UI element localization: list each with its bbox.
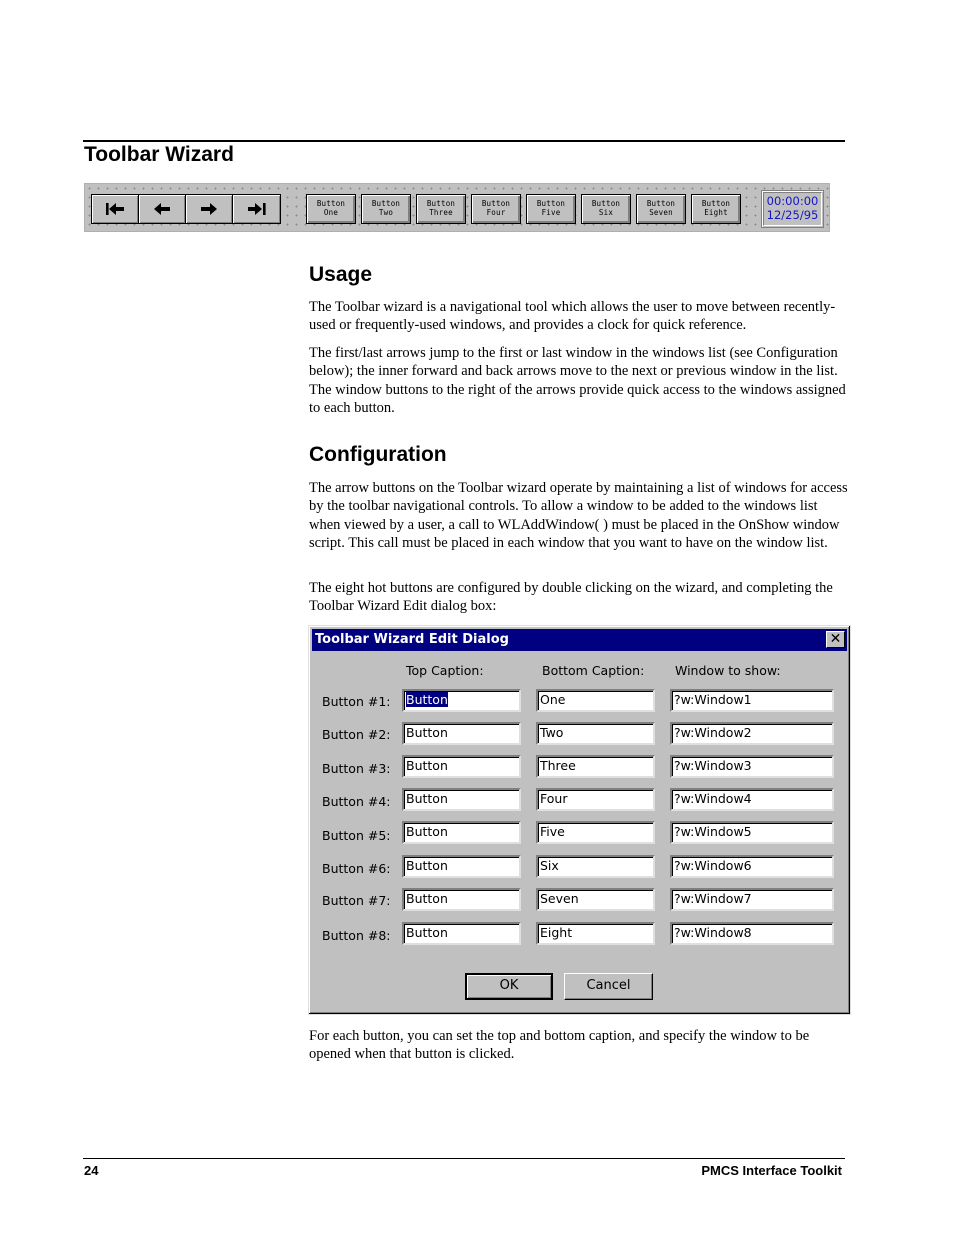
top-caption-input-1[interactable] xyxy=(402,689,521,712)
toolbar-button-2[interactable] xyxy=(361,194,411,224)
window-input-1[interactable] xyxy=(670,689,834,712)
previous-window-button[interactable] xyxy=(139,195,186,223)
last-window-button[interactable] xyxy=(233,195,280,223)
toolbar-wizard-edit-dialog xyxy=(308,625,851,1015)
row-label: Button #4: xyxy=(322,794,391,809)
header-rule xyxy=(83,140,845,142)
column-header-top-caption: Top Caption: xyxy=(406,663,484,678)
row-label: Button #5: xyxy=(322,828,391,843)
field-value: Two xyxy=(540,725,564,740)
field-value: Button xyxy=(406,891,448,906)
footer-page-number: 24 xyxy=(84,1163,99,1178)
cancel-button[interactable]: Cancel xyxy=(564,973,653,1000)
dialog-titlebar xyxy=(312,629,847,651)
toolbar-button-bottom: Two xyxy=(378,207,394,217)
usage-heading: Usage xyxy=(309,263,373,286)
toolbar-button-1[interactable] xyxy=(306,194,356,224)
field-value: Button xyxy=(406,725,448,740)
toolbar-button-bottom: One xyxy=(323,207,339,217)
top-caption-input-5[interactable] xyxy=(402,821,521,844)
configuration-paragraph-2: The eight hot buttons are configured by double clicking on the wizard, and completing the Toolbar Wizard Edit dialog box: xyxy=(309,580,833,615)
toolbar-button-bottom: Five xyxy=(541,207,561,217)
row-label: Button #6: xyxy=(322,861,391,876)
field-value: ?w:Window6 xyxy=(674,858,752,873)
configuration-paragraph-1: The arrow buttons on the Toolbar wizard operate by maintaining a list of windows for access by the toolbar navigational controls. To allow a window to be added to the windows list when viewed by a user, a call to WLAddWindow( ) must be placed in the OnShow window script. This call must be placed in each window that you want to have on the window list. xyxy=(309,480,848,552)
bottom-caption-input-7[interactable] xyxy=(536,888,655,911)
footer-rule xyxy=(83,1158,845,1159)
window-input-4[interactable] xyxy=(670,788,834,811)
bottom-caption-input-3[interactable] xyxy=(536,755,655,778)
field-value: ?w:Window4 xyxy=(674,791,752,806)
bottom-caption-input-2[interactable] xyxy=(536,722,655,745)
toolbar-button-top: Button xyxy=(591,199,621,208)
configuration-heading: Configuration xyxy=(309,443,447,466)
field-value: Button xyxy=(406,858,448,873)
column-header-window: Window to show: xyxy=(675,663,781,678)
field-value: Button xyxy=(406,791,448,806)
previous-window-icon xyxy=(151,200,173,218)
last-window-icon xyxy=(246,200,268,218)
field-value: Button xyxy=(406,692,448,707)
row-label: Button #2: xyxy=(322,727,391,742)
next-window-icon xyxy=(198,200,220,218)
row-label: Button #8: xyxy=(322,928,391,943)
bottom-caption-input-6[interactable] xyxy=(536,855,655,878)
window-input-8[interactable] xyxy=(670,922,834,945)
field-value: ?w:Window1 xyxy=(674,692,752,707)
footer-title: PMCS Interface Toolkit xyxy=(701,1163,842,1178)
toolbar-button-top: Button xyxy=(316,199,346,208)
toolbar-clock xyxy=(761,190,824,228)
row-label: Button #1: xyxy=(322,694,391,709)
toolbar-button-bottom: Six xyxy=(598,207,614,217)
toolbar-button-bottom: Eight xyxy=(704,207,728,217)
field-value: ?w:Window2 xyxy=(674,725,752,740)
field-value: Six xyxy=(540,858,559,873)
field-value: ?w:Window3 xyxy=(674,758,752,773)
top-caption-input-6[interactable] xyxy=(402,855,521,878)
toolbar-button-bottom: Seven xyxy=(649,207,673,217)
toolbar-button-3[interactable] xyxy=(416,194,466,224)
bottom-caption-input-8[interactable] xyxy=(536,922,655,945)
field-value: ?w:Window8 xyxy=(674,925,752,940)
toolbar-button-6[interactable] xyxy=(581,194,631,224)
field-value: ?w:Window5 xyxy=(674,824,752,839)
window-input-2[interactable] xyxy=(670,722,834,745)
clock-date: 12/25/95 xyxy=(766,208,819,222)
toolbar-wizard xyxy=(84,183,830,232)
toolbar-button-top: Button xyxy=(536,199,566,208)
field-value: Five xyxy=(540,824,565,839)
top-caption-input-4[interactable] xyxy=(402,788,521,811)
clock-time: 00:00:00 xyxy=(766,194,819,208)
usage-paragraph-1: The Toolbar wizard is a navigational tool which allows the user to move between recently-used or frequently-used windows, and provides a clock for quick reference. xyxy=(309,299,836,334)
usage-paragraph-2: The first/last arrows jump to the first or last window in the windows list (see Configuration below); the inner forward and back arrows move to the next or previous window in the list. The window buttons to the right of the arrows provide quick access to the windows assigned to each button. xyxy=(309,345,846,417)
toolbar-button-top: Button xyxy=(646,199,676,208)
field-value: Three xyxy=(540,758,576,773)
bottom-caption-input-1[interactable] xyxy=(536,689,655,712)
column-header-bottom-caption: Bottom Caption: xyxy=(542,663,645,678)
close-icon: ✕ xyxy=(829,631,842,647)
toolbar-button-7[interactable] xyxy=(636,194,686,224)
field-value: Button xyxy=(406,824,448,839)
field-value: Eight xyxy=(540,925,573,940)
window-input-6[interactable] xyxy=(670,855,834,878)
next-window-button[interactable] xyxy=(186,195,233,223)
field-value: Seven xyxy=(540,891,579,906)
section-title: Toolbar Wizard xyxy=(84,143,234,166)
toolbar-button-8[interactable] xyxy=(691,194,741,224)
row-label: Button #7: xyxy=(322,893,391,908)
first-window-button[interactable] xyxy=(92,195,139,223)
bottom-caption-input-5[interactable] xyxy=(536,821,655,844)
close-button[interactable] xyxy=(826,631,845,648)
toolbar-button-top: Button xyxy=(701,199,731,208)
window-input-7[interactable] xyxy=(670,888,834,911)
toolbar-button-top: Button xyxy=(481,199,511,208)
bottom-caption-input-4[interactable] xyxy=(536,788,655,811)
field-value: Four xyxy=(540,791,568,806)
configuration-paragraph-3: For each button, you can set the top and bottom caption, and specify the window to be opened when that button is clicked. xyxy=(309,1028,810,1063)
toolbar-button-bottom: Four xyxy=(486,207,506,217)
field-value: One xyxy=(540,692,566,707)
first-window-icon xyxy=(104,200,126,218)
window-input-3[interactable] xyxy=(670,755,834,778)
nav-arrow-group xyxy=(91,194,281,224)
toolbar-button-4[interactable] xyxy=(471,194,521,224)
row-label: Button #3: xyxy=(322,761,391,776)
top-caption-input-2[interactable] xyxy=(402,722,521,745)
top-caption-input-3[interactable] xyxy=(402,755,521,778)
field-value: Button xyxy=(406,758,448,773)
ok-button[interactable]: OK xyxy=(465,973,553,1000)
toolbar-button-top: Button xyxy=(371,199,401,208)
window-input-5[interactable] xyxy=(670,821,834,844)
top-caption-input-8[interactable] xyxy=(402,922,521,945)
field-value: Button xyxy=(406,925,448,940)
toolbar-button-bottom: Three xyxy=(429,207,453,217)
top-caption-input-7[interactable] xyxy=(402,888,521,911)
toolbar-button-5[interactable] xyxy=(526,194,576,224)
field-value: ?w:Window7 xyxy=(674,891,752,906)
toolbar-button-top: Button xyxy=(426,199,456,208)
dialog-title: Toolbar Wizard Edit Dialog xyxy=(315,632,509,647)
